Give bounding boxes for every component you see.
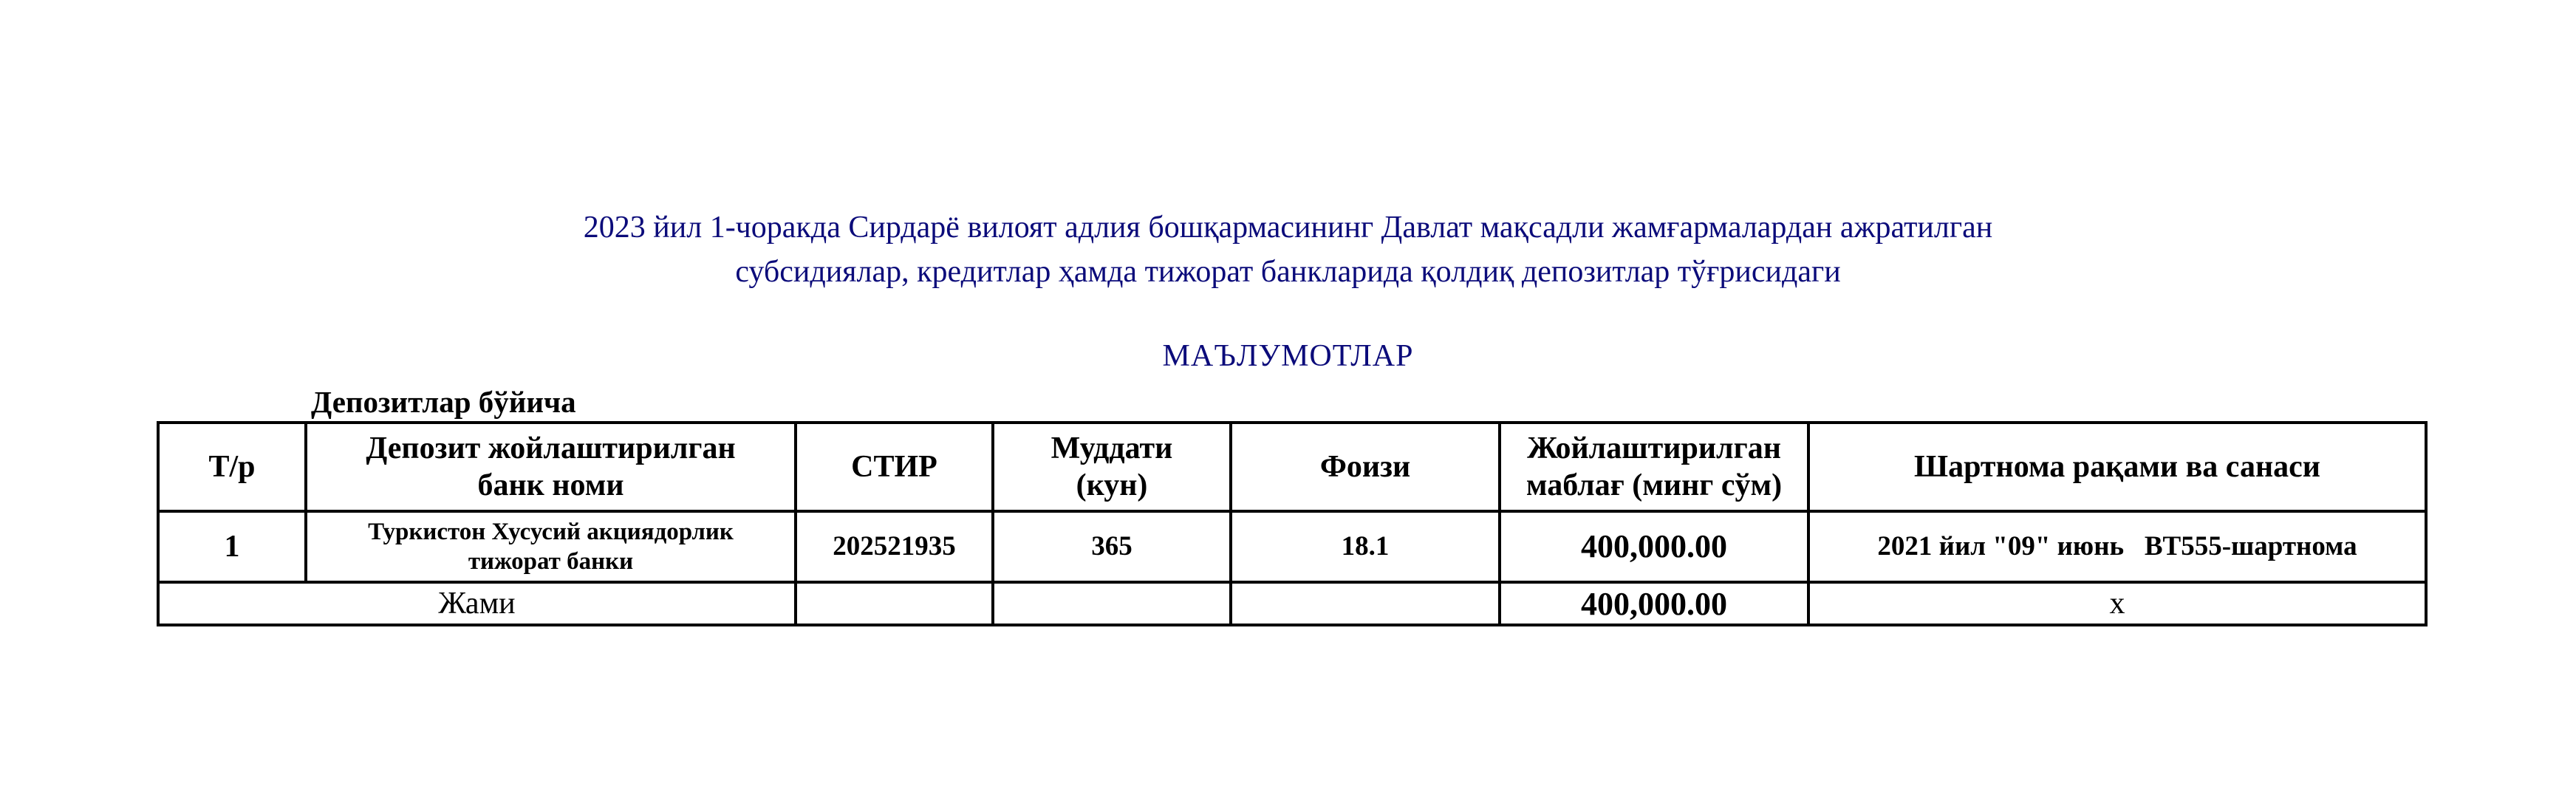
header-stir: СТИР — [796, 423, 993, 511]
section-label: Депозитлар бўйича — [311, 385, 576, 419]
header-term-line-2: (кун) — [1076, 468, 1148, 502]
cell-contract: 2021 йил "09" июнь BT555-шартнома — [1808, 511, 2426, 582]
total-label: Жами — [158, 582, 796, 625]
document-title-line-1: 2023 йил 1-чоракда Сирдарё вилоят адлия бошқармасининг Давлат мақсадли жамғармалардан ажратилган — [583, 211, 1993, 245]
cell-bank-name-line-2: тижорат банки — [468, 548, 634, 575]
cell-index: 1 — [158, 511, 306, 582]
total-rate-empty — [1231, 582, 1500, 625]
table-header-row — [158, 423, 2426, 511]
header-bank-name-line-2: банк номи — [477, 468, 624, 502]
header-amount-line-1: Жойлаштирилган — [1527, 431, 1781, 465]
document-subtitle: МАЪЛУМОТЛАР — [1162, 339, 1414, 373]
header-term — [993, 423, 1231, 511]
header-index: Т/р — [158, 423, 306, 511]
header-amount — [1500, 423, 1808, 511]
total-amount: 400,000.00 — [1500, 582, 1808, 625]
deposits-table — [157, 421, 2428, 626]
cell-bank-name — [306, 511, 796, 582]
header-rate: Фоизи — [1231, 423, 1500, 511]
total-stir-empty — [796, 582, 993, 625]
table-total-row — [158, 582, 2426, 625]
table-row — [158, 511, 2426, 582]
header-bank-name — [306, 423, 796, 511]
total-contract-mark: x — [1808, 582, 2426, 625]
cell-term: 365 — [993, 511, 1231, 582]
total-term-empty — [993, 582, 1231, 625]
header-term-line-1: Муддати — [1050, 431, 1173, 465]
cell-rate: 18.1 — [1231, 511, 1500, 582]
header-contract: Шартнома рақами ва санаси — [1808, 423, 2426, 511]
header-amount-line-2: маблағ (минг сўм) — [1526, 468, 1783, 502]
cell-stir: 202521935 — [796, 511, 993, 582]
cell-amount: 400,000.00 — [1500, 511, 1808, 582]
document-title-line-2: субсидиялар, кредитлар ҳамда тижорат банкларида қолдиқ депозитлар тўғрисидаги — [735, 255, 1841, 289]
cell-bank-name-line-1: Туркистон Хусусий акциядорлик — [368, 519, 734, 545]
header-bank-name-line-1: Депозит жойлаштирилган — [366, 431, 736, 465]
